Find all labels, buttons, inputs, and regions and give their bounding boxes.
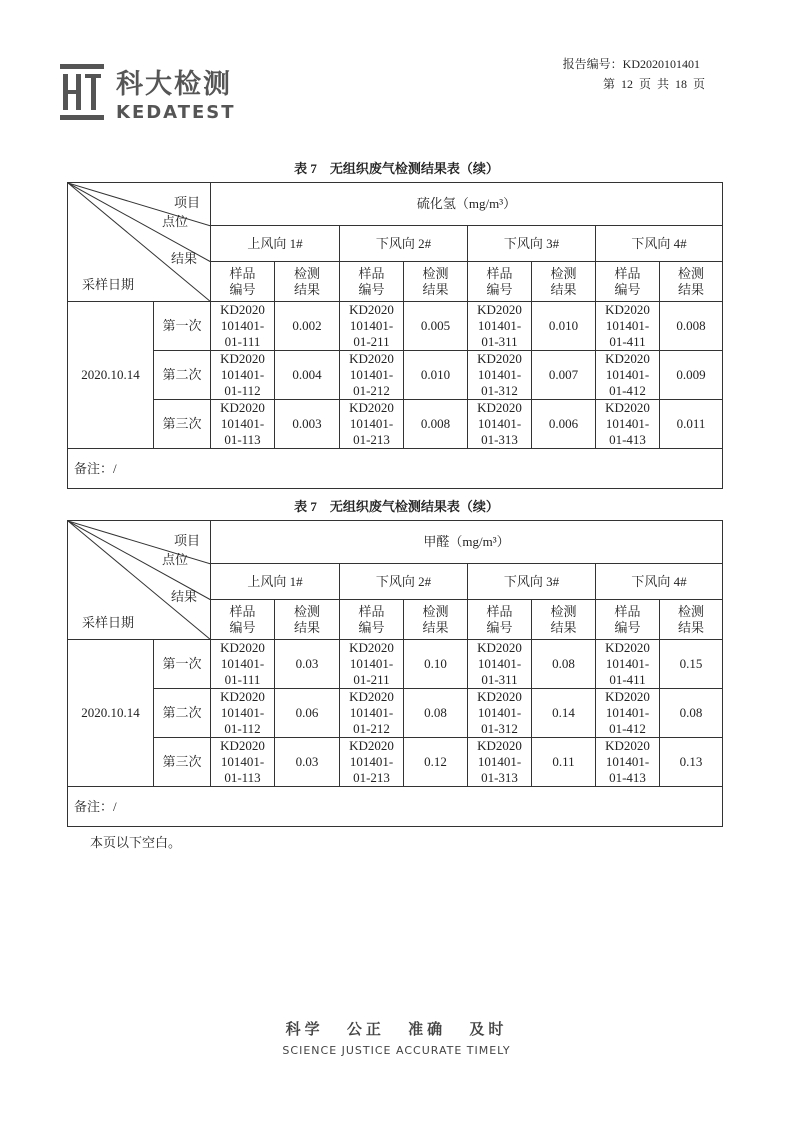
table-row — [68, 302, 723, 351]
table-title: 表 7 无组织废气检测结果表（续） — [294, 161, 499, 176]
sample-id-header: 样品编号 — [596, 262, 660, 302]
corner-date-label: 采样日期 — [82, 615, 135, 630]
footer-slogan-cn: 科学 公正 准确 及时 — [285, 1020, 508, 1038]
sample-id-header: 样品编号 — [340, 600, 404, 640]
result-value: 0.11 — [532, 738, 596, 787]
corner-header — [68, 521, 211, 640]
corner-item-label: 项目 — [174, 195, 201, 210]
footer-slogan-en: SCIENCE JUSTICE ACCURATE TIMELY — [282, 1044, 511, 1057]
sample-id: KD2020 101401- 01-112 — [211, 351, 275, 400]
table-note: 备注：/ — [68, 449, 723, 489]
result-header: 检测结果 — [660, 600, 723, 640]
results-table — [67, 182, 723, 489]
table-row — [68, 351, 723, 400]
sample-id-header: 样品编号 — [468, 600, 532, 640]
table-row — [68, 400, 723, 449]
sample-id: KD2020 101401- 01-111 — [211, 640, 275, 689]
sampling-round: 第二次 — [154, 689, 211, 738]
point-header: 上风向 1# — [211, 564, 340, 600]
result-header: 检测结果 — [404, 262, 468, 302]
result-header: 检测结果 — [532, 600, 596, 640]
result-header: 检测结果 — [532, 262, 596, 302]
corner-header — [68, 183, 211, 302]
corner-result-label: 结果 — [171, 251, 198, 266]
item-header: 硫化氢（mg/m³） — [211, 183, 723, 226]
table-note: 备注：/ — [68, 787, 723, 827]
corner-point-label: 点位 — [162, 214, 189, 229]
result-value: 0.15 — [660, 640, 723, 689]
sampling-round: 第一次 — [154, 302, 211, 351]
result-header: 检测结果 — [404, 600, 468, 640]
point-header: 下风向 4# — [596, 226, 723, 262]
logo-text-en: KEDATEST — [116, 102, 236, 123]
result-value: 0.14 — [532, 689, 596, 738]
result-value: 0.007 — [532, 351, 596, 400]
sample-id: KD2020 101401- 01-312 — [468, 689, 532, 738]
sample-id: KD2020 101401- 01-313 — [468, 738, 532, 787]
sample-id-header: 样品编号 — [211, 262, 275, 302]
company-logo — [60, 62, 250, 124]
sample-id: KD2020 101401- 01-312 — [468, 351, 532, 400]
sampling-date: 2020.10.14 — [68, 302, 154, 449]
result-header: 检测结果 — [275, 600, 340, 640]
result-value: 0.010 — [404, 351, 468, 400]
sample-id-header: 样品编号 — [468, 262, 532, 302]
result-value: 0.010 — [532, 302, 596, 351]
sample-id: KD2020 101401- 01-111 — [211, 302, 275, 351]
result-header: 检测结果 — [275, 262, 340, 302]
table-row — [68, 738, 723, 787]
logo-text-cn: 科大检测 — [116, 69, 232, 100]
sample-id: KD2020 101401- 01-212 — [340, 351, 404, 400]
corner-result-label: 结果 — [171, 589, 198, 604]
corner-point-label: 点位 — [162, 552, 189, 567]
result-value: 0.008 — [660, 302, 723, 351]
sample-id: KD2020 101401- 01-211 — [340, 640, 404, 689]
result-value: 0.002 — [275, 302, 340, 351]
sample-id: KD2020 101401- 01-413 — [596, 400, 660, 449]
point-header: 上风向 1# — [211, 226, 340, 262]
result-value: 0.13 — [660, 738, 723, 787]
point-header: 下风向 2# — [340, 226, 468, 262]
sample-id-header: 样品编号 — [596, 600, 660, 640]
result-value: 0.08 — [660, 689, 723, 738]
result-value: 0.03 — [275, 640, 340, 689]
result-value: 0.03 — [275, 738, 340, 787]
sample-id: KD2020 101401- 01-313 — [468, 400, 532, 449]
results-table — [67, 520, 723, 827]
sample-id: KD2020 101401- 01-411 — [596, 302, 660, 351]
point-header: 下风向 4# — [596, 564, 723, 600]
sampling-round: 第一次 — [154, 640, 211, 689]
result-value: 0.003 — [275, 400, 340, 449]
result-value: 0.08 — [404, 689, 468, 738]
sampling-date: 2020.10.14 — [68, 640, 154, 787]
result-header: 检测结果 — [660, 262, 723, 302]
result-value: 0.08 — [532, 640, 596, 689]
sampling-round: 第二次 — [154, 351, 211, 400]
sample-id: KD2020 101401- 01-212 — [340, 689, 404, 738]
sample-id: KD2020 101401- 01-113 — [211, 400, 275, 449]
item-header: 甲醛（mg/m³） — [211, 521, 723, 564]
result-value: 0.008 — [404, 400, 468, 449]
sample-id: KD2020 101401- 01-213 — [340, 738, 404, 787]
result-value: 0.10 — [404, 640, 468, 689]
sample-id: KD2020 101401- 01-311 — [468, 640, 532, 689]
table-row — [68, 640, 723, 689]
sample-id: KD2020 101401- 01-311 — [468, 302, 532, 351]
corner-item-label: 项目 — [174, 533, 201, 548]
result-value: 0.011 — [660, 400, 723, 449]
sample-id-header: 样品编号 — [211, 600, 275, 640]
result-value: 0.005 — [404, 302, 468, 351]
blank-page-note: 本页以下空白。 — [90, 835, 182, 850]
sample-id: KD2020 101401- 01-412 — [596, 689, 660, 738]
point-header: 下风向 3# — [468, 226, 596, 262]
point-header: 下风向 2# — [340, 564, 468, 600]
sample-id: KD2020 101401- 01-113 — [211, 738, 275, 787]
result-value: 0.12 — [404, 738, 468, 787]
report-number: 报告编号：KD2020101401 — [562, 57, 700, 71]
result-value: 0.004 — [275, 351, 340, 400]
result-value: 0.006 — [532, 400, 596, 449]
sampling-round: 第三次 — [154, 400, 211, 449]
corner-date-label: 采样日期 — [82, 277, 135, 292]
result-value: 0.06 — [275, 689, 340, 738]
sample-id: KD2020 101401- 01-411 — [596, 640, 660, 689]
sample-id: KD2020 101401- 01-413 — [596, 738, 660, 787]
point-header: 下风向 3# — [468, 564, 596, 600]
page-number: 第 12 页 共 18 页 — [602, 77, 705, 91]
sample-id: KD2020 101401- 01-412 — [596, 351, 660, 400]
sample-id: KD2020 101401- 01-211 — [340, 302, 404, 351]
sample-id: KD2020 101401- 01-112 — [211, 689, 275, 738]
sample-id-header: 样品编号 — [340, 262, 404, 302]
sample-id: KD2020 101401- 01-213 — [340, 400, 404, 449]
sampling-round: 第三次 — [154, 738, 211, 787]
table-row — [68, 689, 723, 738]
table-title: 表 7 无组织废气检测结果表（续） — [294, 499, 499, 514]
logo-mark-icon — [60, 64, 104, 120]
result-value: 0.009 — [660, 351, 723, 400]
